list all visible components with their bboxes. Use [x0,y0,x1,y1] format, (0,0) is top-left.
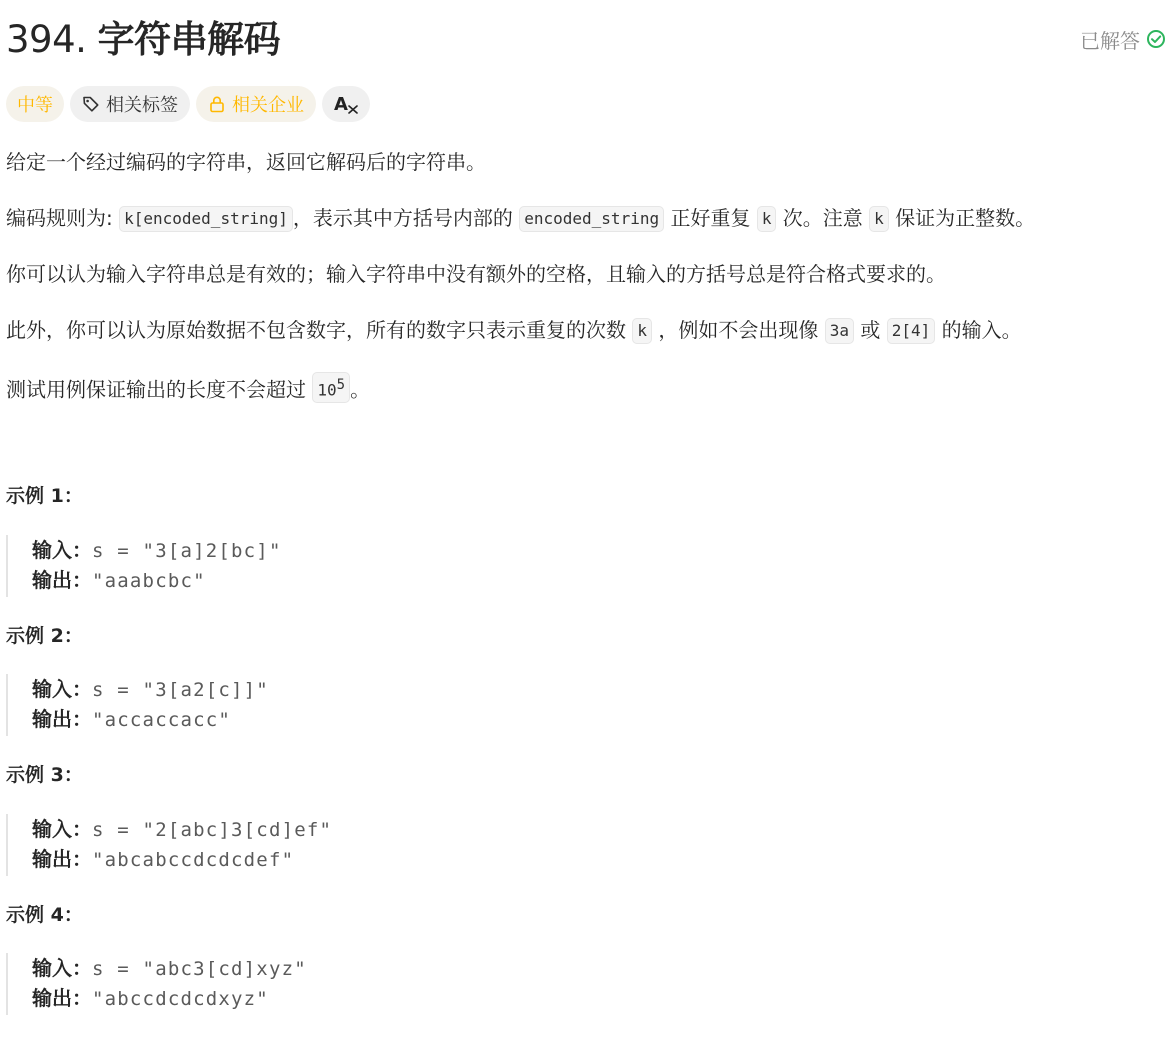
related-companies-button[interactable] [196,86,316,122]
difficulty-badge [6,86,64,122]
inline-code: 3a [825,318,854,344]
example-title: 示例 1： [6,485,83,507]
example-block [6,674,606,736]
inline-code-constraint: $10^5$ [312,372,350,403]
translate-button[interactable] [322,86,370,122]
description-paragraph-3: 你可以认为输入字符串总是有效的；输入字符串中没有额外的空格，且输入的方括号总是符合格式要求的。 [6,262,946,286]
check-circle-icon [1146,29,1166,49]
description-paragraph-5: 测试用例保证输出的长度不会超过 $10^5$ 。 [6,372,370,403]
tag-icon [82,95,100,113]
example-output: 输出："abccdcdcdxyz" [32,986,269,1010]
example-block [6,814,606,876]
title-row [6,16,1166,64]
inline-code: k [757,206,777,232]
inline-code: encoded_string [519,206,664,232]
example-input: 输入：s = "3[a2[c]]" [32,677,269,701]
tag-row [6,86,370,122]
related-companies-label: 相关企业 [232,95,304,116]
example-input: 输入：s = "2[abc]3[cd]ef" [32,817,333,841]
lock-icon [208,95,226,113]
inline-code: k [632,318,652,344]
difficulty-label: 中等 [17,95,53,116]
inline-code: k[encoded_string] [119,206,293,232]
solved-status[interactable] [1080,26,1166,52]
problem-title [6,16,280,64]
example-title: 示例 3： [6,764,83,786]
description-paragraph-4: 此外，你可以认为原始数据不包含数字，所有的数字只表示重复的次数 k ，例如不会出现像 3a 或 2[4] 的输入。 [6,318,1022,342]
example-block [6,535,606,597]
example-title: 示例 2： [6,625,83,647]
inline-code: k [869,206,889,232]
example-output: 输出："aaabcbc" [32,568,206,592]
description-paragraph-2: 编码规则为: k[encoded_string] ，表示其中方括号内部的 encoded_string 正好重复 k 次。注意 k 保证为正整数。 [6,206,1036,230]
example-title: 示例 4： [6,904,83,926]
solved-label: 已解答 [1080,28,1140,53]
example-output: 输出："abcabccdcdcdef" [32,847,295,871]
example-input: 输入：s = "3[a]2[bc]" [32,538,282,562]
description-paragraph-1: 给定一个经过编码的字符串，返回它解码后的字符串。 [6,150,486,174]
example-block [6,953,606,1015]
inline-code: 2[4] [887,318,936,344]
example-input: 输入：s = "abc3[cd]xyz" [32,956,307,980]
problem-number: 394. [6,18,87,61]
example-output: 输出："accaccacc" [32,707,232,731]
translate-icon: A [334,94,358,115]
problem-name: 字符串解码 [97,18,281,61]
related-tags-button[interactable] [70,86,190,122]
related-tags-label: 相关标签 [106,95,178,116]
